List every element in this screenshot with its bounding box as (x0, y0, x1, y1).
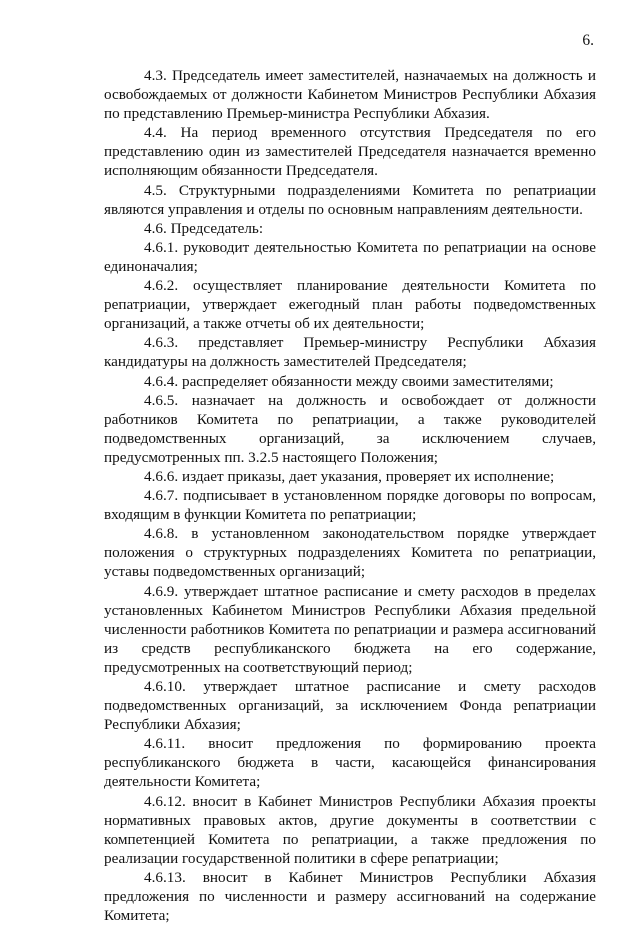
paragraph-4-6-7: 4.6.7. подписывает в установленном порядке договоры по вопросам, входящим в функции Комитета по репатриации; (104, 487, 596, 524)
paragraph-4-6-6: 4.6.6. издает приказы, дает указания, проверяет их исполнение; (144, 467, 555, 485)
paragraph-4-3: 4.3. Председатель имеет заместителей, назначаемых на должность и освобождаемых от должности Кабинетом Министров Республики Абхазия по представлению Премьер-министра Республики Абхазия. (104, 67, 596, 123)
paragraph-4-6-10: 4.6.10. утверждает штатное расписание и смету расходов подведомственных организаций, за исключением Фонда репатриации Республики Абхазия; (104, 678, 596, 734)
paragraph-4-4: 4.4. На период временного отсутствия Председателя по его представлению один из заместителей Председателя назначается временно исполняющим обязанности Председателя. (104, 124, 596, 180)
document-body (104, 66, 596, 925)
page-number: 6. (582, 32, 594, 49)
paragraph-4-6-1: 4.6.1. руководит деятельностью Комитета по репатриации на основе единоначалия; (104, 238, 596, 275)
paragraph-4-6-12: 4.6.12. вносит в Кабинет Министров Республики Абхазия проекты нормативных правовых актов, другие документы в соответствии с компетенцией Комитета по репатриации, а также предложения по реализации государственной политики в сфере репатриации; (104, 792, 596, 867)
paragraph-4-6-3: 4.6.3. представляет Премьер-министру Республики Абхазия кандидатуры на должность заместителей Председателя; (104, 334, 596, 371)
paragraph-4-6-11: 4.6.11. вносит предложения по формированию проекта республиканского бюджета в части, касающейся финансирования деятельности Комитета; (104, 735, 596, 791)
paragraph-4-6-2: 4.6.2. осуществляет планирование деятельности Комитета по репатриации, утверждает ежегодный план работы подведомственных организаций, а также отчеты об их деятельности; (104, 277, 596, 333)
paragraph-4-6-5: 4.6.5. назначает на должность и освобождает от должности работников Комитета по репатриации, а также руководителей подведомственных организаций, за исключением случаев, предусмотренных пп. 3.2.5 настоящего Положения; (104, 391, 596, 466)
paragraph-4-6-9: 4.6.9. утверждает штатное расписание и смету расходов в пределах установленных Кабинетом Министров Республики Абхазия предельной численности работников Комитета по репатриации и размера ассигнований из средств республиканского бюджета на его содержание, предусмотренных на соответствующий период; (104, 582, 596, 676)
paragraph-4-6-4: 4.6.4. распределяет обязанности между своими заместителями; (144, 372, 554, 390)
paragraph-4-6: 4.6. Председатель: (144, 219, 264, 237)
paragraph-4-6-13: 4.6.13. вносит в Кабинет Министров Республики Абхазия предложения по численности и размеру ассигнований на содержание Комитета; (104, 868, 596, 925)
paragraph-4-6-8: 4.6.8. в установленном законодательством порядке утверждает положения о структурных подразделениях Комитета по репатриации, уставы подведомственных организаций; (104, 525, 596, 581)
paragraph-4-5: 4.5. Структурными подразделениями Комитета по репатриации являются управления и отделы по основным направлениям деятельности. (104, 181, 596, 218)
